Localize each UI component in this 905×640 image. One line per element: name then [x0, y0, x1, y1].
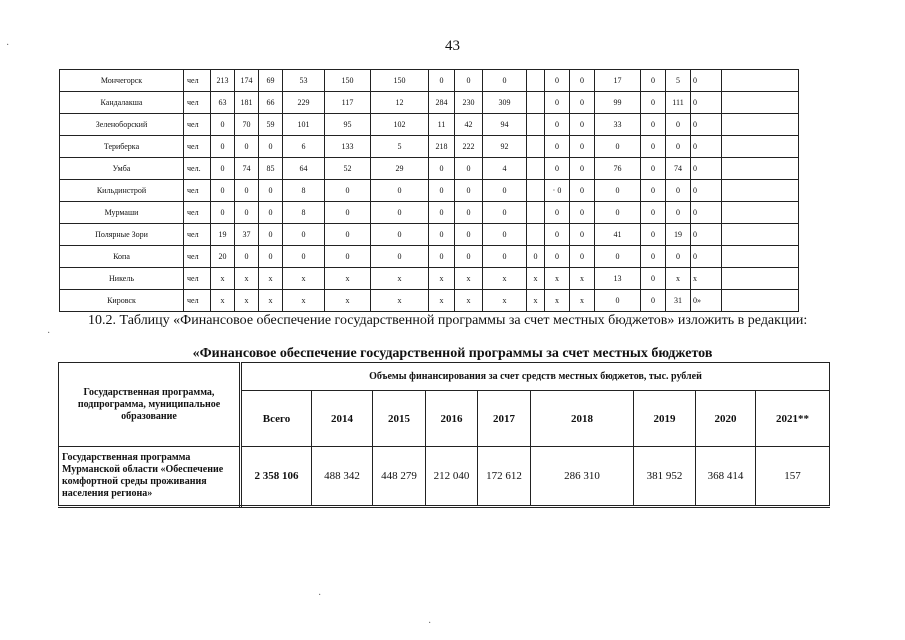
unit-cell: чел: [184, 290, 211, 312]
value-cell: 284: [429, 92, 455, 114]
financing-value-cell: 212 040: [426, 447, 478, 507]
value-cell: 0: [527, 246, 545, 268]
value-cell: 31: [666, 290, 691, 312]
empty-cell: [722, 92, 799, 114]
value-cell: 0: [235, 180, 259, 202]
value-cell: 0: [666, 114, 691, 136]
table-row: [60, 268, 799, 290]
table-row: [60, 70, 799, 92]
empty-cell: [722, 70, 799, 92]
table-row: [60, 114, 799, 136]
value-cell: 0: [283, 224, 325, 246]
value-cell: 0: [595, 290, 641, 312]
unit-cell: чел: [184, 268, 211, 290]
financing-value-cell: 172 612: [478, 447, 531, 507]
value-cell: 41: [595, 224, 641, 246]
financing-table: [58, 362, 830, 508]
financing-value-cell: 368 414: [696, 447, 756, 507]
value-cell: 0: [545, 92, 570, 114]
value-cell: 0: [570, 136, 595, 158]
value-cell: 0: [641, 158, 666, 180]
column-header-cell: 2020: [696, 391, 756, 447]
table-row: [60, 224, 799, 246]
value-cell: 64: [283, 158, 325, 180]
value-cell: [527, 224, 545, 246]
value-cell: 0: [691, 136, 722, 158]
unit-cell: чел: [184, 180, 211, 202]
value-cell: 0: [211, 136, 235, 158]
value-cell: 0: [455, 180, 483, 202]
value-cell: 0: [545, 158, 570, 180]
value-cell: 0: [371, 224, 429, 246]
table-row: [60, 92, 799, 114]
value-cell: х: [691, 268, 722, 290]
value-cell: 20: [211, 246, 235, 268]
value-cell: 0: [641, 70, 666, 92]
value-cell: 0: [641, 92, 666, 114]
value-cell: 0: [211, 180, 235, 202]
unit-cell: чел: [184, 246, 211, 268]
value-cell: 0: [641, 180, 666, 202]
value-cell: 0: [259, 202, 283, 224]
value-cell: 0: [570, 202, 595, 224]
financing-value-cell: 2 358 106: [241, 447, 312, 507]
value-cell: 0: [211, 202, 235, 224]
settlement-name-cell: Кировск: [60, 290, 184, 312]
value-cell: 0: [641, 202, 666, 224]
empty-cell: [722, 268, 799, 290]
value-cell: 0: [691, 180, 722, 202]
table-row: [60, 290, 799, 312]
value-cell: 0: [211, 114, 235, 136]
value-cell: 92: [483, 136, 527, 158]
value-cell: 0: [455, 70, 483, 92]
value-cell: х: [371, 290, 429, 312]
value-cell: 0: [259, 224, 283, 246]
value-cell: 95: [325, 114, 371, 136]
table-row: [60, 136, 799, 158]
value-cell: 4: [483, 158, 527, 180]
value-cell: х: [570, 268, 595, 290]
value-cell: х: [283, 268, 325, 290]
value-cell: 0: [666, 136, 691, 158]
value-cell: х: [483, 268, 527, 290]
value-cell: 69: [259, 70, 283, 92]
value-cell: 59: [259, 114, 283, 136]
value-cell: х: [545, 290, 570, 312]
value-cell: 0: [483, 246, 527, 268]
value-cell: 17: [595, 70, 641, 92]
value-cell: 0: [429, 224, 455, 246]
financing-value-cell: 448 279: [373, 447, 426, 507]
unit-cell: чел: [184, 70, 211, 92]
value-cell: 63: [211, 92, 235, 114]
column-header-cell: 2015: [373, 391, 426, 447]
value-cell: 6: [283, 136, 325, 158]
value-cell: 0: [641, 224, 666, 246]
value-cell: 0: [595, 180, 641, 202]
value-cell: 0: [325, 246, 371, 268]
unit-cell: чел: [184, 202, 211, 224]
value-cell: 19: [211, 224, 235, 246]
value-cell: 52: [325, 158, 371, 180]
scan-dot: ·: [6, 40, 10, 51]
value-cell: 0: [641, 114, 666, 136]
value-cell: 0: [545, 224, 570, 246]
settlement-name-cell: Кильдинстрой: [60, 180, 184, 202]
value-cell: х: [259, 268, 283, 290]
value-cell: 0: [595, 202, 641, 224]
value-cell: 0: [283, 246, 325, 268]
value-cell: х: [483, 290, 527, 312]
value-cell: 0: [570, 70, 595, 92]
empty-cell: [722, 202, 799, 224]
value-cell: 0: [691, 246, 722, 268]
column-header-cell: 2014: [312, 391, 373, 447]
value-cell: 12: [371, 92, 429, 114]
unit-cell: чел: [184, 92, 211, 114]
settlements-table: [59, 69, 799, 312]
value-cell: х: [211, 268, 235, 290]
value-cell: 218: [429, 136, 455, 158]
value-cell: 0: [641, 290, 666, 312]
value-cell: 0: [259, 246, 283, 268]
table-row: [60, 158, 799, 180]
amendment-paragraph: 10.2. Таблицу «Финансовое обеспечение государственной программы за счет местных бюджетов» изложить в редакции:: [88, 313, 808, 328]
value-cell: х: [429, 290, 455, 312]
value-cell: 11: [429, 114, 455, 136]
value-cell: 0: [595, 136, 641, 158]
empty-cell: [722, 224, 799, 246]
empty-cell: [722, 158, 799, 180]
value-cell: 0: [570, 92, 595, 114]
value-cell: 0: [325, 224, 371, 246]
settlement-name-cell: Териберка: [60, 136, 184, 158]
value-cell: 0: [429, 70, 455, 92]
value-cell: [527, 136, 545, 158]
value-cell: 0: [371, 246, 429, 268]
empty-cell: [722, 136, 799, 158]
empty-cell: [722, 246, 799, 268]
value-cell: х: [283, 290, 325, 312]
value-cell: 0: [545, 246, 570, 268]
value-cell: 0: [691, 202, 722, 224]
value-cell: 0: [570, 158, 595, 180]
column-header-cell: 2019: [634, 391, 696, 447]
value-cell: 0: [429, 202, 455, 224]
value-cell: [527, 202, 545, 224]
financing-value-cell: 157: [756, 447, 830, 507]
value-cell: 74: [666, 158, 691, 180]
value-cell: 150: [371, 70, 429, 92]
empty-cell: [722, 114, 799, 136]
value-cell: 0: [545, 70, 570, 92]
value-cell: 0: [455, 202, 483, 224]
value-cell: 0: [691, 92, 722, 114]
value-cell: [527, 114, 545, 136]
value-cell: 309: [483, 92, 527, 114]
value-cell: 33: [595, 114, 641, 136]
table-row: [60, 202, 799, 224]
value-cell: 0: [666, 180, 691, 202]
value-cell: 29: [371, 158, 429, 180]
group-header-cell: Объемы финансирования за счет средств местных бюджетов, тыс. рублей: [241, 363, 830, 391]
value-cell: 0: [691, 158, 722, 180]
value-cell: 8: [283, 180, 325, 202]
unit-cell: чел: [184, 114, 211, 136]
value-cell: 5: [371, 136, 429, 158]
value-cell: 0: [641, 268, 666, 290]
settlement-name-cell: Мончегорск: [60, 70, 184, 92]
value-cell: 181: [235, 92, 259, 114]
page-number: 43: [445, 38, 460, 54]
value-cell: 37: [235, 224, 259, 246]
scan-dot: ·: [318, 590, 322, 601]
value-cell: 0: [259, 136, 283, 158]
value-cell: 70: [235, 114, 259, 136]
column-header-cell: 2017: [478, 391, 531, 447]
settlement-name-cell: Умба: [60, 158, 184, 180]
value-cell: 0: [641, 246, 666, 268]
value-cell: 0: [483, 70, 527, 92]
value-cell: 85: [259, 158, 283, 180]
value-cell: 0: [483, 224, 527, 246]
column-header-cell: 2016: [426, 391, 478, 447]
value-cell: 0: [429, 246, 455, 268]
value-cell: х: [666, 268, 691, 290]
value-cell: 0: [325, 202, 371, 224]
unit-cell: чел.: [184, 158, 211, 180]
unit-cell: чел: [184, 224, 211, 246]
row-header-cell: Государственная программа, подпрограмма, муниципальное образование: [59, 363, 241, 447]
value-cell: х: [325, 290, 371, 312]
value-cell: х: [429, 268, 455, 290]
value-cell: 0: [325, 180, 371, 202]
settlement-name-cell: Кандалакша: [60, 92, 184, 114]
value-cell: 0: [570, 114, 595, 136]
unit-cell: чел: [184, 136, 211, 158]
value-cell: х: [527, 290, 545, 312]
value-cell: 0: [371, 202, 429, 224]
value-cell: х: [570, 290, 595, 312]
value-cell: [527, 158, 545, 180]
value-cell: х: [527, 268, 545, 290]
financing-value-cell: 286 310: [531, 447, 634, 507]
value-cell: 13: [595, 268, 641, 290]
value-cell: 0: [691, 70, 722, 92]
value-cell: х: [325, 268, 371, 290]
value-cell: 53: [283, 70, 325, 92]
value-cell: 0: [570, 246, 595, 268]
value-cell: х: [455, 290, 483, 312]
program-name-cell: Государственная программа Мурманской области «Обеспечение комфортной среды проживания населения региона»: [59, 447, 241, 507]
column-header-cell: 2021**: [756, 391, 830, 447]
value-cell: 99: [595, 92, 641, 114]
value-cell: 0: [211, 158, 235, 180]
value-cell: 5: [666, 70, 691, 92]
scan-dot: ·: [47, 328, 51, 339]
settlement-name-cell: Полярные Зори: [60, 224, 184, 246]
value-cell: 0: [371, 180, 429, 202]
settlement-name-cell: Копа: [60, 246, 184, 268]
value-cell: 0: [641, 136, 666, 158]
value-cell: 222: [455, 136, 483, 158]
settlement-name-cell: Зеленоборский: [60, 114, 184, 136]
value-cell: 94: [483, 114, 527, 136]
value-cell: 0»: [691, 290, 722, 312]
scan-dot: ·: [428, 618, 432, 629]
value-cell: 0: [429, 180, 455, 202]
empty-cell: [722, 290, 799, 312]
table-caption: «Финансовое обеспечение государственной программы за счет местных бюджетов: [192, 346, 713, 361]
table-row: [60, 246, 799, 268]
value-cell: 133: [325, 136, 371, 158]
value-cell: х: [235, 290, 259, 312]
settlement-name-cell: Никель: [60, 268, 184, 290]
value-cell: 0: [235, 136, 259, 158]
value-cell: 117: [325, 92, 371, 114]
value-cell: х: [371, 268, 429, 290]
value-cell: 19: [666, 224, 691, 246]
value-cell: 230: [455, 92, 483, 114]
value-cell: 0: [545, 202, 570, 224]
value-cell: 0: [691, 114, 722, 136]
financing-value-cell: 381 952: [634, 447, 696, 507]
value-cell: 150: [325, 70, 371, 92]
value-cell: 0: [455, 224, 483, 246]
value-cell: 0: [483, 180, 527, 202]
value-cell: 0: [545, 136, 570, 158]
value-cell: [527, 92, 545, 114]
value-cell: [527, 70, 545, 92]
value-cell: 76: [595, 158, 641, 180]
value-cell: 0: [235, 246, 259, 268]
value-cell: 0: [545, 114, 570, 136]
value-cell: х: [259, 290, 283, 312]
financing-value-cell: 488 342: [312, 447, 373, 507]
value-cell: 0: [483, 202, 527, 224]
value-cell: 0: [691, 224, 722, 246]
value-cell: х: [211, 290, 235, 312]
empty-cell: [722, 180, 799, 202]
value-cell: 66: [259, 92, 283, 114]
value-cell: 74: [235, 158, 259, 180]
value-cell: 229: [283, 92, 325, 114]
value-cell: 8: [283, 202, 325, 224]
value-cell: 101: [283, 114, 325, 136]
value-cell: 0: [666, 246, 691, 268]
value-cell: · 0: [545, 180, 570, 202]
value-cell: х: [235, 268, 259, 290]
value-cell: 0: [570, 224, 595, 246]
value-cell: 0: [570, 180, 595, 202]
value-cell: 213: [211, 70, 235, 92]
value-cell: 0: [666, 202, 691, 224]
value-cell: 0: [455, 246, 483, 268]
value-cell: 111: [666, 92, 691, 114]
settlement-name-cell: Мурмаши: [60, 202, 184, 224]
value-cell: 0: [259, 180, 283, 202]
value-cell: 0: [595, 246, 641, 268]
column-header-cell: Всего: [241, 391, 312, 447]
value-cell: 0: [429, 158, 455, 180]
value-cell: 174: [235, 70, 259, 92]
value-cell: 0: [455, 158, 483, 180]
value-cell: х: [455, 268, 483, 290]
value-cell: 42: [455, 114, 483, 136]
value-cell: [527, 180, 545, 202]
value-cell: 0: [235, 202, 259, 224]
table-row: [60, 180, 799, 202]
value-cell: х: [545, 268, 570, 290]
value-cell: 102: [371, 114, 429, 136]
column-header-cell: 2018: [531, 391, 634, 447]
